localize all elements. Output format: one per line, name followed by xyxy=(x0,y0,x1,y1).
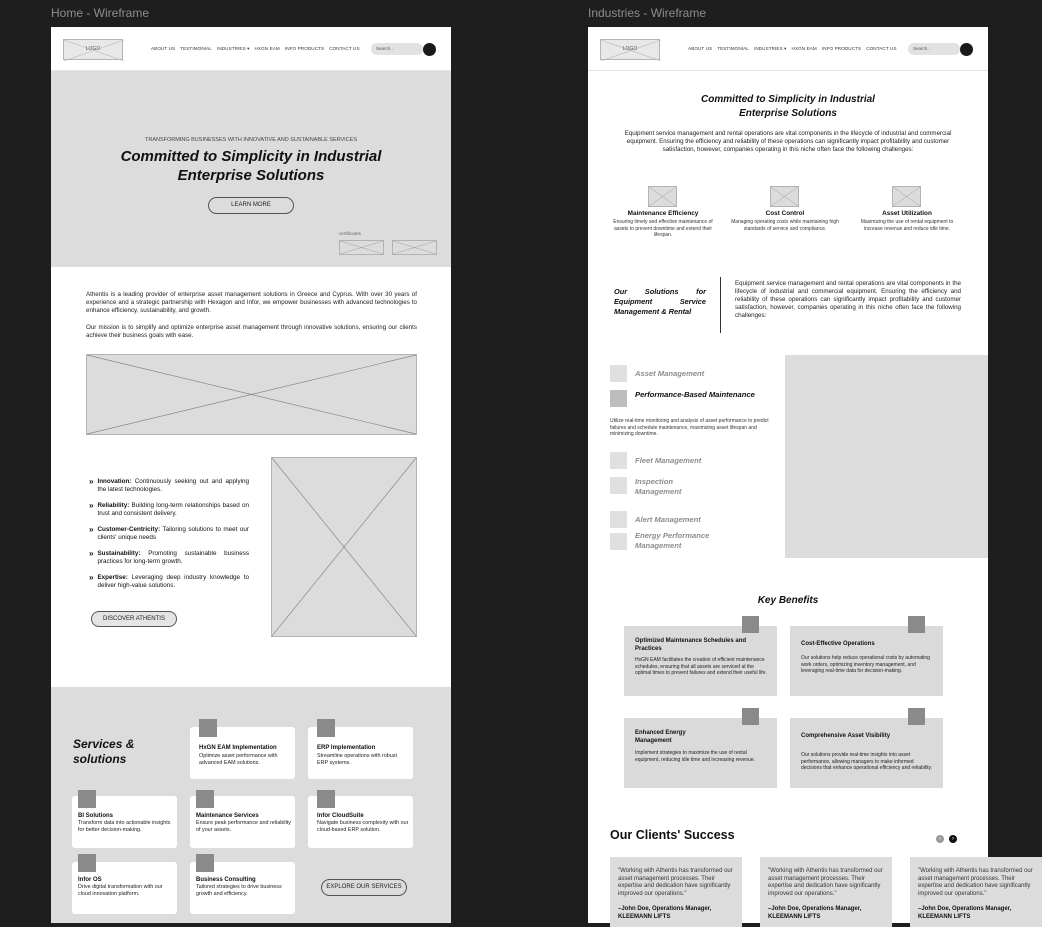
benefit-icon xyxy=(908,708,925,725)
challenge-title: Maintenance Efficiency xyxy=(627,210,699,217)
service-text: Optimize asset performance with advanced EAM solutions. xyxy=(199,753,278,766)
carousel-prev-icon[interactable]: ‹ xyxy=(936,835,944,843)
nav-links xyxy=(688,46,897,52)
industries-navbar xyxy=(588,27,988,71)
service-text: Navigate business complexity with our cloud-based ERP solution. xyxy=(317,820,409,833)
home-frame-label: Home - Wireframe xyxy=(51,6,150,20)
value-item xyxy=(89,502,249,518)
value-item xyxy=(89,478,249,494)
challenge-image xyxy=(892,186,921,207)
service-icon xyxy=(317,790,335,808)
nav-contact[interactable]: CONTACT US xyxy=(866,46,897,51)
service-title: HxGN EAM Implementation xyxy=(199,745,277,751)
service-title: BI Solutions xyxy=(78,813,113,819)
service-icon xyxy=(196,854,214,872)
benefit-text: Our solutions provide real-time insights into asset performance, allowing managers to make informed decisions that enhance operational efficiency and reliability. xyxy=(801,752,933,771)
feature-icon xyxy=(610,452,627,469)
chevron-double-right-icon: » xyxy=(89,549,94,558)
industries-title-line1: Committed to Simplicity in Industrial xyxy=(701,94,875,105)
service-text: Drive digital transformation with our cloud innovation platform. xyxy=(78,884,163,897)
testimonial-quote: "Working with Athentis has transformed our asset management processes. Their expertise and dedication have significantly improved our operations." xyxy=(618,868,733,897)
solutions-text: Equipment service management and rental operations are vital components in the lifecycle of industrial and commercial equipment. Ensuring the efficiency and reliability of these operations can significantly impact profitability and customer satisfaction, however, companies operating in this niche often face the following challenges: xyxy=(735,280,961,319)
benefit-icon xyxy=(742,616,759,633)
solutions-divider xyxy=(720,277,721,333)
value-title: Customer-Centricity: xyxy=(97,526,161,533)
service-card[interactable] xyxy=(308,796,413,848)
industries-wireframe xyxy=(588,27,1033,923)
feature-item-inspection-management[interactable] xyxy=(610,477,780,511)
benefit-card xyxy=(790,626,943,696)
industries-intro: Equipment service management and rental operations are vital components in the lifecycle of industrial and commercial equipment. Ensuring the efficiency and reliability of these operations can significantly impact profitability and customer satisfaction, however, companies operating in this niche often face the following challenges: xyxy=(624,130,952,153)
benefit-icon xyxy=(742,708,759,725)
nav-industries[interactable]: INDUSTRIES ▾ xyxy=(753,46,787,51)
chevron-double-right-icon: » xyxy=(89,573,94,582)
nav-contact[interactable]: CONTACT US xyxy=(329,46,360,51)
benefit-title: Cost-Effective Operations xyxy=(801,641,875,647)
feature-icon xyxy=(610,511,627,528)
feature-icon xyxy=(610,477,627,494)
benefit-text: HxGN EAM facilitates the creation of efficient maintenance schedules, ensuring that all assets are serviced at the optimal times to prevent failures and extend their useful life. xyxy=(635,657,767,676)
nav-testimonial[interactable]: TESTIMONIAL xyxy=(180,46,212,51)
service-text: Ensure peak performance and reliability of your assets. xyxy=(196,820,291,833)
learn-more-button[interactable]: LEARN MORE xyxy=(208,197,294,214)
services-title-line2: solutions xyxy=(73,752,127,766)
logo-text: LOGO xyxy=(622,46,638,52)
feature-list xyxy=(610,365,780,557)
explore-services-button[interactable]: EXPLORE OUR SERVICES xyxy=(321,879,407,896)
service-icon xyxy=(78,854,96,872)
service-card[interactable] xyxy=(72,862,177,914)
service-text: Streamline operations with robust ERP systems. xyxy=(317,753,398,766)
value-title: Sustainability: xyxy=(97,550,141,557)
benefits-title: Key Benefits xyxy=(757,595,819,606)
carousel-next-icon[interactable]: › xyxy=(949,835,957,843)
about-paragraph-1: Athentis is a leading provider of enterprise asset management solutions in Greece and Cyprus. With over 30 years of experience and a strategic partnership with Hexagon and Infor, we empower businesses with advanced technologies to enhance efficiency, sustainability, and growth. xyxy=(86,291,417,314)
industries-title-line2: Enterprise Solutions xyxy=(739,108,837,119)
value-title: Expertise: xyxy=(97,574,128,581)
benefit-card xyxy=(624,718,777,788)
home-wireframe xyxy=(51,27,451,923)
challenge-item xyxy=(608,210,718,239)
challenge-item xyxy=(852,210,962,232)
benefit-title: Comprehensive Asset Visibility xyxy=(801,733,891,739)
testimonial-author: –John Doe, Operations Manager, KLEEMANN LIFTS xyxy=(768,906,862,920)
values-list xyxy=(89,478,249,598)
search-icon[interactable] xyxy=(423,43,436,56)
service-card[interactable] xyxy=(190,727,295,779)
benefit-title: Optimized Maintenance Schedules and Practices xyxy=(635,638,747,652)
feature-icon xyxy=(610,390,627,407)
value-text: Continuously seeking out and applying the latest technologies. xyxy=(97,478,249,493)
nav-hxgn-eam[interactable]: HXGN EAM xyxy=(791,46,817,51)
hero-title-line2: Enterprise Solutions xyxy=(177,167,325,184)
discover-athentis-button[interactable]: DISCOVER ATHENTIS xyxy=(91,611,177,627)
service-title: ERP Implementation xyxy=(317,745,376,751)
benefit-icon xyxy=(908,616,925,633)
service-icon xyxy=(78,790,96,808)
benefit-card xyxy=(790,718,943,788)
about-paragraph-2: Our mission is to simplify and optimize enterprise asset management through innovative solutions, ensuring our clients achieve their business goals with ease. xyxy=(86,324,417,339)
benefit-title: Enhanced Energy Management xyxy=(635,730,686,744)
service-icon xyxy=(199,719,217,737)
testimonial-author: –John Doe, Operations Manager, KLEEMANN LIFTS xyxy=(618,906,712,920)
home-navbar xyxy=(51,27,451,71)
nav-about[interactable]: ABOUT US xyxy=(688,46,713,51)
feature-icon xyxy=(610,365,627,382)
values-image-placeholder xyxy=(271,457,417,637)
logo-text: LOGO xyxy=(85,46,101,52)
service-title: Infor CloudSuite xyxy=(317,813,364,819)
logo[interactable] xyxy=(63,39,123,60)
feature-title: Energy Performance Management xyxy=(635,531,710,550)
challenge-image xyxy=(770,186,799,207)
clients-title: Our Clients' Success xyxy=(610,828,735,842)
service-title: Infor OS xyxy=(78,877,102,883)
certificates-label: certificates xyxy=(339,231,361,236)
search-input[interactable]: Search... xyxy=(908,43,960,55)
hero-eyebrow: TRANSFORMING BUSINESSES WITH INNOVATIVE AND SUSTAINABLE SERVICES xyxy=(145,137,357,143)
chevron-double-right-icon: » xyxy=(89,477,94,486)
service-title: Maintenance Services xyxy=(196,813,259,819)
value-item xyxy=(89,526,249,542)
logo[interactable] xyxy=(600,39,660,60)
feature-icon xyxy=(610,533,627,550)
feature-title: Performance-Based Maintenance xyxy=(635,390,755,399)
value-text: Building long-term relationships based on trust and consistent delivery. xyxy=(97,502,250,517)
nav-testimonial[interactable]: TESTIMONIAL xyxy=(717,46,749,51)
challenge-title: Asset Utilization xyxy=(882,210,932,217)
feature-item-asset-management[interactable] xyxy=(610,365,780,390)
challenge-image xyxy=(648,186,677,207)
search-input[interactable]: Search... xyxy=(371,43,423,55)
feature-title: Fleet Management xyxy=(635,456,702,465)
nav-links xyxy=(151,46,360,52)
nav-info-products[interactable]: INFO PRODUCTS xyxy=(821,46,862,51)
certificate-image xyxy=(392,240,437,255)
search-icon[interactable] xyxy=(960,43,973,56)
feature-image-placeholder xyxy=(785,355,988,558)
testimonial-card xyxy=(910,857,1042,927)
value-text: Leveraging deep industry knowledge to deliver high-value solutions. xyxy=(97,574,249,589)
feature-item-fleet-management[interactable] xyxy=(610,452,780,477)
nav-hxgn-eam[interactable]: HXGN EAM xyxy=(254,46,280,51)
challenge-text: Maximizing the use of rental equipment to increase revenue and reduce idle time. xyxy=(860,219,954,232)
service-icon xyxy=(317,719,335,737)
feature-title: Asset Management xyxy=(635,369,705,378)
feature-title: Alert Management xyxy=(635,515,701,524)
challenge-text: Managing operating costs while maintaining high standards of service and compliance. xyxy=(731,219,839,232)
nav-info-products[interactable]: INFO PRODUCTS xyxy=(284,46,325,51)
testimonial-author: –John Doe, Operations Manager, KLEEMANN LIFTS xyxy=(918,906,1012,920)
chevron-double-right-icon: » xyxy=(89,501,94,510)
feature-description: Utilize real-time monitoring and analysis of asset performance to predict failures and schedule maintenance, maximizing asset lifespan and minimizing downtime. xyxy=(610,418,769,437)
hero-title-line1: Committed to Simplicity in Industrial xyxy=(120,148,382,165)
challenge-text: Ensuring timely and effective maintenance of assets to prevent downtime and extend their lifespan. xyxy=(613,219,713,238)
service-card[interactable] xyxy=(308,727,413,779)
value-title: Reliability: xyxy=(97,502,130,509)
testimonial-quote: "Working with Athentis has transformed our asset management processes. Their expertise and dedication have significantly improved our operations." xyxy=(768,868,883,897)
chevron-double-right-icon: » xyxy=(89,525,94,534)
value-title: Innovation: xyxy=(97,478,132,485)
solutions-title: Our Solutions for Equipment Service Management & Rental xyxy=(614,287,706,316)
nav-industries[interactable]: INDUSTRIES ▾ xyxy=(216,46,250,51)
service-text: Transform data into actionable insights for better decision-making. xyxy=(78,820,171,833)
feature-item-performance-based-maintenance[interactable] xyxy=(610,390,780,452)
service-card[interactable] xyxy=(190,796,295,848)
value-text: Tailoring solutions to meet our clients' unique needs xyxy=(97,526,249,541)
industries-frame-label: Industries - Wireframe xyxy=(588,6,707,20)
value-text: Promoting sustainable business practices for long-term growth. xyxy=(97,550,249,565)
testimonial-card xyxy=(760,857,892,927)
service-text: Tailored strategies to drive business growth and efficiency. xyxy=(196,884,282,897)
benefit-text: Implement strategies to maximize the use of rental equipment, reducing idle time and increasing revenue. xyxy=(635,750,756,763)
services-title-line1: Services & xyxy=(73,737,135,751)
service-title: Business Consulting xyxy=(196,877,256,883)
feature-item-alert-management[interactable] xyxy=(610,511,780,531)
benefit-text: Our solutions help reduce operational costs by automating work orders, optimizing inventory management, and leveraging real-time data for decision-making. xyxy=(801,655,930,674)
challenge-item xyxy=(730,210,840,232)
feature-title: Inspection Management xyxy=(635,477,682,496)
benefit-card xyxy=(624,626,777,696)
testimonial-quote: "Working with Athentis has transformed our asset management processes. Their expertise and dedication have significantly improved our operations." xyxy=(918,868,1033,897)
service-card[interactable] xyxy=(72,796,177,848)
service-card[interactable] xyxy=(190,862,295,914)
service-icon xyxy=(196,790,214,808)
about-image-placeholder xyxy=(86,354,417,435)
challenge-title: Cost Control xyxy=(765,210,805,217)
nav-about[interactable]: ABOUT US xyxy=(151,46,176,51)
value-item xyxy=(89,574,249,590)
value-item xyxy=(89,550,249,566)
testimonial-card xyxy=(610,857,742,927)
certificate-image xyxy=(339,240,384,255)
feature-item-energy-performance-management[interactable] xyxy=(610,531,780,557)
